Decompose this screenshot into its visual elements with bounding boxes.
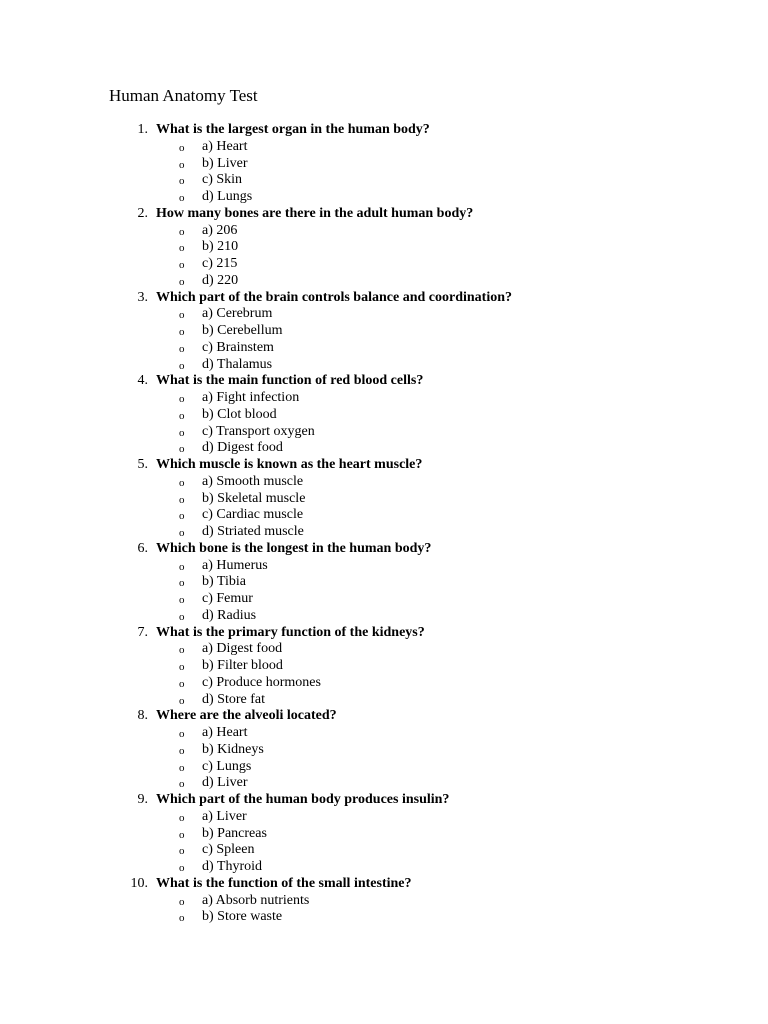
question-line xyxy=(0,625,768,642)
circle-bullet-icon: o xyxy=(179,476,185,489)
circle-bullet-icon: o xyxy=(179,510,185,523)
question-number: 6. xyxy=(137,540,148,556)
answer-option xyxy=(0,675,768,692)
question-text: What is the main function of red blood cells? xyxy=(156,373,424,389)
circle-bullet-icon: o xyxy=(179,309,185,322)
option-text: b) Skeletal muscle xyxy=(202,490,306,506)
option-text: a) Fight infection xyxy=(202,390,300,405)
circle-bullet-icon: o xyxy=(179,862,185,874)
circle-bullet-icon: o xyxy=(179,560,185,573)
circle-bullet-icon: o xyxy=(179,778,185,791)
question-text: What is the largest organ in the human body? xyxy=(156,122,430,137)
question-item xyxy=(0,457,768,541)
circle-bullet-icon: o xyxy=(179,828,185,841)
circle-bullet-icon: o xyxy=(179,811,185,824)
option-text: b) Filter blood xyxy=(202,658,283,673)
option-text: c) Femur xyxy=(202,591,253,606)
answer-option xyxy=(0,641,768,658)
option-list xyxy=(0,390,768,457)
question-number: 3. xyxy=(137,289,148,305)
question-line xyxy=(0,457,768,474)
option-text: a) 206 xyxy=(202,222,238,238)
circle-bullet-icon: o xyxy=(179,895,185,908)
option-text: a) Humerus xyxy=(202,557,268,573)
option-text: d) Thalamus xyxy=(202,356,273,372)
option-text: c) Brainstem xyxy=(202,339,274,355)
answer-option xyxy=(0,239,768,256)
option-text: c) 215 xyxy=(202,256,238,271)
answer-option xyxy=(0,273,768,290)
answer-option xyxy=(0,223,768,240)
circle-bullet-icon: o xyxy=(179,728,185,740)
question-text: How many bones are there in the adult human body? xyxy=(156,205,474,221)
option-text: b) Kidneys xyxy=(202,741,264,757)
answer-option xyxy=(0,491,768,508)
circle-bullet-icon: o xyxy=(179,225,185,238)
answer-option xyxy=(0,424,768,441)
question-item xyxy=(0,792,768,876)
circle-bullet-icon: o xyxy=(179,493,185,506)
question-text: What is the primary function of the kidneys? xyxy=(156,624,425,640)
question-line xyxy=(0,541,768,558)
answer-option xyxy=(0,474,768,491)
circle-bullet-icon: o xyxy=(179,845,185,858)
option-text: b) Pancreas xyxy=(202,825,267,841)
question-item xyxy=(0,290,768,374)
answer-option xyxy=(0,608,768,625)
answer-option xyxy=(0,440,768,457)
circle-bullet-icon: o xyxy=(179,175,185,188)
answer-option xyxy=(0,323,768,340)
option-text: d) Thyroid xyxy=(202,859,263,874)
answer-option xyxy=(0,775,768,792)
option-text: b) Liver xyxy=(202,155,248,171)
question-number: 4. xyxy=(137,373,148,389)
question-line xyxy=(0,206,768,223)
option-text: b) Clot blood xyxy=(202,406,277,422)
circle-bullet-icon: o xyxy=(179,192,185,204)
answer-option xyxy=(0,139,768,156)
option-list xyxy=(0,139,768,206)
option-text: d) Digest food xyxy=(202,440,283,456)
circle-bullet-icon: o xyxy=(179,393,185,405)
answer-option xyxy=(0,692,768,709)
question-line xyxy=(0,290,768,307)
circle-bullet-icon: o xyxy=(179,342,185,355)
option-text: d) Store fat xyxy=(202,691,265,707)
question-number: 10. xyxy=(130,875,148,891)
answer-option xyxy=(0,340,768,357)
question-text: What is the function of the small intestine? xyxy=(156,875,412,891)
option-text: c) Produce hormones xyxy=(202,674,321,690)
question-number: 9. xyxy=(137,792,148,807)
question-item xyxy=(0,206,768,290)
option-text: a) Cerebrum xyxy=(202,306,273,322)
circle-bullet-icon: o xyxy=(179,527,185,539)
answer-option xyxy=(0,893,768,910)
circle-bullet-icon: o xyxy=(179,158,185,171)
option-text: a) Smooth muscle xyxy=(202,473,304,489)
answer-option xyxy=(0,558,768,575)
option-text: d) 220 xyxy=(202,272,239,288)
question-text: Which part of the brain controls balance and coordination? xyxy=(156,289,512,305)
option-list xyxy=(0,725,768,792)
option-text: c) Transport oxygen xyxy=(202,423,315,439)
answer-option xyxy=(0,591,768,608)
circle-bullet-icon: o xyxy=(179,661,185,673)
question-text: Where are the alveoli located? xyxy=(156,708,337,724)
answer-option xyxy=(0,658,768,675)
circle-bullet-icon: o xyxy=(179,912,185,925)
option-list xyxy=(0,223,768,290)
circle-bullet-icon: o xyxy=(179,426,185,439)
answer-option xyxy=(0,574,768,591)
question-number: 8. xyxy=(137,708,148,724)
option-text: d) Lungs xyxy=(202,189,253,204)
question-number: 7. xyxy=(137,624,148,640)
question-number: 1. xyxy=(137,122,148,137)
question-number: 2. xyxy=(137,205,148,221)
option-text: c) Skin xyxy=(202,172,243,188)
answer-option xyxy=(0,189,768,206)
circle-bullet-icon: o xyxy=(179,694,185,707)
option-text: a) Heart xyxy=(202,725,248,740)
circle-bullet-icon: o xyxy=(179,744,185,757)
question-number: 5. xyxy=(137,457,148,472)
option-text: a) Digest food xyxy=(202,641,283,657)
circle-bullet-icon: o xyxy=(179,359,185,372)
option-text: b) Cerebellum xyxy=(202,323,283,338)
circle-bullet-icon: o xyxy=(179,644,185,657)
question-list xyxy=(0,122,768,926)
circle-bullet-icon: o xyxy=(179,761,185,774)
question-text: Which part of the human body produces insulin? xyxy=(156,792,450,807)
option-text: c) Spleen xyxy=(202,842,255,858)
circle-bullet-icon: o xyxy=(179,610,185,623)
answer-option xyxy=(0,742,768,759)
answer-option xyxy=(0,809,768,826)
question-item xyxy=(0,541,768,625)
option-list xyxy=(0,306,768,373)
answer-option xyxy=(0,524,768,541)
circle-bullet-icon: o xyxy=(179,409,185,422)
answer-option xyxy=(0,842,768,859)
answer-option xyxy=(0,759,768,776)
question-line xyxy=(0,122,768,139)
answer-option xyxy=(0,306,768,323)
option-list xyxy=(0,641,768,708)
question-text: Which muscle is known as the heart muscle? xyxy=(156,457,423,472)
question-item xyxy=(0,122,768,206)
option-text: a) Heart xyxy=(202,138,248,154)
question-text: Which bone is the longest in the human body? xyxy=(156,540,432,556)
option-text: c) Lungs xyxy=(202,758,252,774)
option-text: a) Liver xyxy=(202,808,247,824)
answer-option xyxy=(0,357,768,374)
option-text: c) Cardiac muscle xyxy=(202,507,304,523)
option-list xyxy=(0,558,768,625)
circle-bullet-icon: o xyxy=(179,677,185,690)
answer-option xyxy=(0,172,768,189)
option-text: d) Radius xyxy=(202,607,257,623)
question-item xyxy=(0,373,768,457)
question-line xyxy=(0,373,768,390)
answer-option xyxy=(0,507,768,524)
question-item xyxy=(0,625,768,709)
question-line xyxy=(0,876,768,893)
document-title: Human Anatomy Test xyxy=(109,86,258,105)
circle-bullet-icon: o xyxy=(179,275,185,288)
option-text: b) Tibia xyxy=(202,574,246,590)
option-text: a) Absorb nutrients xyxy=(202,892,310,908)
question-item xyxy=(0,876,768,926)
answer-option xyxy=(0,859,768,876)
circle-bullet-icon: o xyxy=(179,141,185,154)
answer-option xyxy=(0,390,768,407)
answer-option xyxy=(0,725,768,742)
circle-bullet-icon: o xyxy=(179,259,185,271)
circle-bullet-icon: o xyxy=(179,242,185,255)
answer-option xyxy=(0,256,768,273)
answer-option xyxy=(0,156,768,173)
option-text: b) 210 xyxy=(202,239,239,255)
circle-bullet-icon: o xyxy=(179,443,185,456)
option-text: d) Striated muscle xyxy=(202,524,304,539)
answer-option xyxy=(0,826,768,843)
option-list xyxy=(0,893,768,927)
option-list xyxy=(0,809,768,876)
circle-bullet-icon: o xyxy=(179,326,185,338)
answer-option xyxy=(0,407,768,424)
option-text: d) Liver xyxy=(202,775,248,791)
answer-option xyxy=(0,909,768,926)
question-line xyxy=(0,708,768,725)
circle-bullet-icon: o xyxy=(179,594,185,606)
option-list xyxy=(0,474,768,541)
question-item xyxy=(0,708,768,792)
question-line xyxy=(0,792,768,809)
circle-bullet-icon: o xyxy=(179,577,185,590)
option-text: b) Store waste xyxy=(202,909,283,925)
